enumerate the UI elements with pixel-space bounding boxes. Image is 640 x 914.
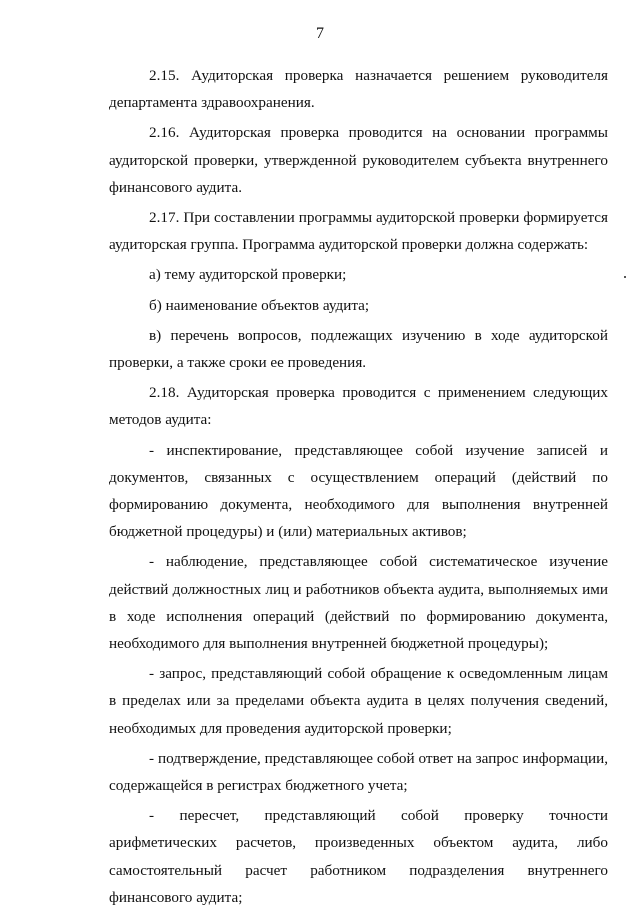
page-number: 7 [316,25,324,42]
method-recalculation: - пересчет, представляющий собой проверку точности арифметических расчетов, произведенных объектом аудита, либо самостоятельный расчет работником подразделения внутреннего финансового аудита; [109,807,608,906]
list-item-a: а) тему аудиторской проверки; [149,266,347,284]
list-item-b: б) наименование объектов аудита; [149,296,370,314]
paragraph-2-18: 2.18. Аудиторская проверка проводится с применением следующих методов аудита: [109,384,608,429]
document-body [109,62,608,914]
method-inspection: - инспектирование, представляющее собой изучение записей и документов, связанных с осуществлением операций (действий по формированию документа, необходимого для выполнения внутренней бюджетной процедуры) и (или) материальных активов; [109,441,608,541]
method-confirmation: - подтверждение, представляющее собой ответ на запрос информации, содержащейся в регистрах бюджетного учета; [109,749,608,795]
list-item-v: в) перечень вопросов, подлежащих изучению в ходе аудиторской проверки, а также сроки ее проведения. [109,326,608,372]
method-inquiry: - запрос, представляющий собой обращение к осведомленным лицам в пределах или за пределами объекта аудита в целях получения сведений, необходимых для проведения аудиторской проверки; [109,665,608,737]
method-observation: - наблюдение, представляющее собой систематическое изучение действий должностных лиц и работников объекта аудита, выполняемых ими в ходе исполнения операций (действий по формированию документа, необходимого для выполнения внутренней бюджетной процедуры); [109,553,608,653]
paragraph-2-17: 2.17. При составлении программы аудиторской проверки формируется аудиторская группа. Программа аудиторской проверки должна содержать: [109,209,608,254]
paragraph-2-15: 2.15. Аудиторская проверка назначается решением руководителя департамента здравоохранения. [109,67,608,112]
scan-speck [624,276,626,278]
paragraph-2-16: 2.16. Аудиторская проверка проводится на основании программы аудиторской проверки, утвержденной руководителем субъекта внутреннего финансового аудита. [109,124,608,196]
